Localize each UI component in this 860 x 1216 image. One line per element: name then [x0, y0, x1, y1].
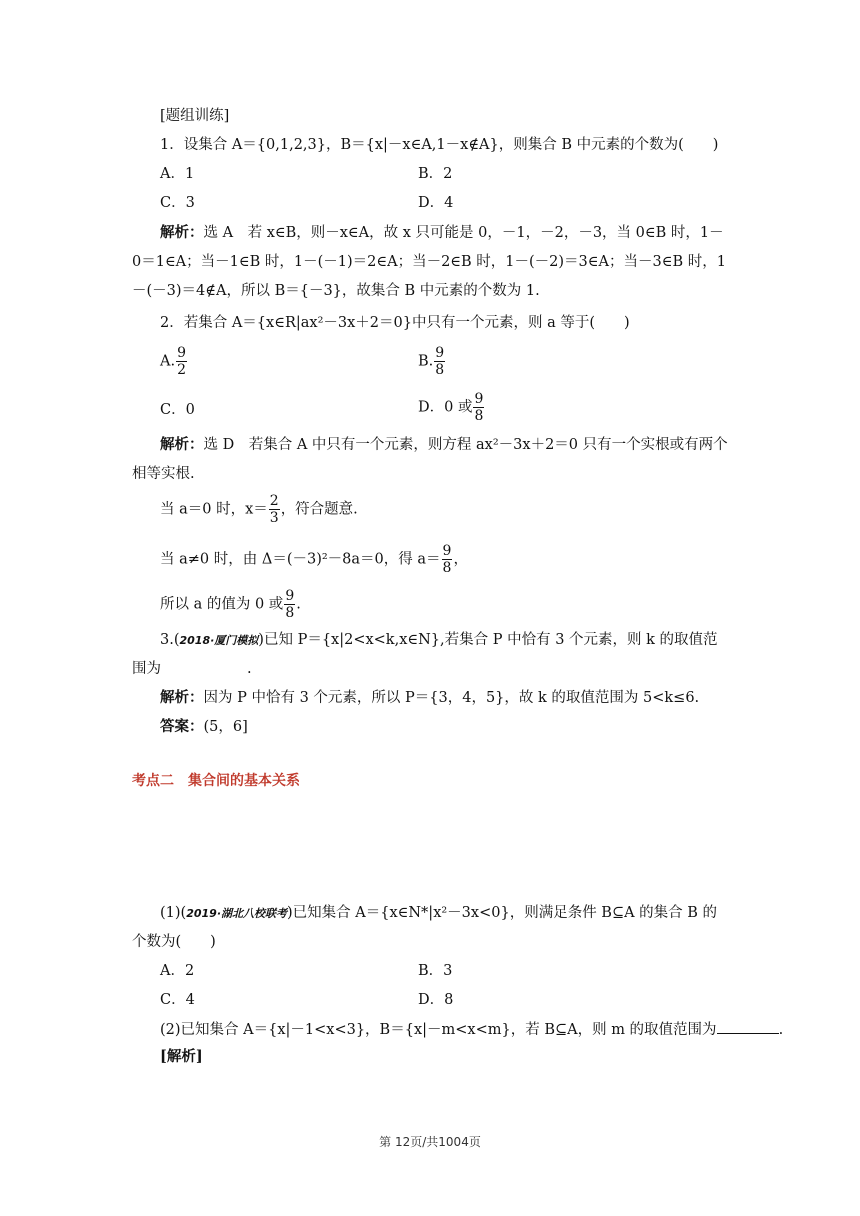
- frac-9-2: [176, 346, 187, 377]
- q3-answer-label: 答案：: [160, 718, 204, 735]
- ex1-option-d: D．8: [418, 992, 454, 1008]
- q2-conclusion-prefix: 所以 a 的值为 0 或: [160, 596, 284, 613]
- q1-analysis-line2: 0＝1∈A；当－1∈B 时，1－(－1)＝2∈A；当－2∈B 时，1－(－2)＝3∈A；当－3∈B 时，1: [132, 254, 726, 270]
- q3-analysis-text: 因为 P 中恰有 3 个元素，所以 P＝{3，4，5}，故 k 的取值范围为 5<k≤6.: [203, 690, 700, 706]
- q1-option-b: B．2: [418, 166, 453, 182]
- frac-num: 2: [269, 493, 279, 509]
- q1-analysis-line3: －(－3)＝4∉A，所以 B＝{－3}，故集合 B 中元素的个数为 1.: [132, 283, 540, 299]
- ex1-stem-line2: 个数为( ): [132, 934, 216, 950]
- q3-analysis-label: 解析：: [160, 689, 204, 706]
- q3-number: 3.(: [160, 632, 180, 648]
- q1-option-a: A．1: [160, 166, 195, 182]
- ex2-stem: [160, 1019, 783, 1040]
- q3-analysis: [160, 688, 699, 708]
- q2-case1-suffix: ，符合题意.: [280, 501, 358, 518]
- q2-option-b: [418, 346, 446, 377]
- q2-option-c: C．0: [160, 402, 195, 418]
- frac-num: 9: [435, 345, 445, 361]
- q2-conclusion: [160, 589, 301, 620]
- q3-source: 2018·厦门模拟: [179, 634, 259, 647]
- q3-stem-line2-text: 围为: [132, 661, 161, 677]
- q2-case2: [160, 544, 468, 575]
- q3-stem-line2: [132, 659, 252, 679]
- q2-option-a-prefix: A.: [160, 353, 176, 370]
- frac-den: 8: [442, 560, 452, 576]
- q2-case1-prefix: 当 a＝0 时，x＝: [160, 501, 268, 518]
- frac-num: 9: [285, 588, 295, 604]
- q1-analysis-text1: 选 A 若 x∈B，则－x∈A，故 x 只可能是 0，－1，－2，－3，当 0∈B 时，1－: [203, 225, 724, 241]
- q2-analysis-line1: [160, 435, 728, 455]
- ex2-stem-text: (2)已知集合 A＝{x|－1<x<3}，B＝{x|－m<x<m}，若 B⊆A，则 m 的取值范围为: [160, 1022, 717, 1038]
- ex1-prefix: (1)(: [160, 905, 187, 921]
- q1-analysis-label: 解析：: [160, 224, 204, 241]
- q2-option-d: [418, 392, 485, 423]
- ex1-option-c: C．4: [160, 992, 195, 1008]
- frac-num: 9: [474, 391, 484, 407]
- q2-case1: [160, 494, 358, 525]
- q2-option-a: [160, 346, 188, 377]
- q1-stem: 1．设集合 A＝{0,1,2,3}，B＝{x|－x∈A,1－x∉A}，则集合 B 中元素的个数为( ): [160, 137, 719, 153]
- frac-9-8: [442, 544, 453, 575]
- q1-option-d: D．4: [418, 195, 454, 211]
- ex2-analysis-label: [解析]: [160, 1048, 203, 1065]
- q3-stem-line1: [160, 630, 718, 651]
- q2-stem: 2．若集合 A＝{x∈R|ax²－3x＋2＝0}中只有一个元素，则 a 等于( ): [160, 315, 630, 331]
- section-title: 考点二 集合间的基本关系: [132, 773, 300, 789]
- ex2-stem-end: .: [778, 1022, 784, 1038]
- q2-case2-suffix: ，: [453, 551, 468, 568]
- ex1-option-b: B．3: [418, 963, 453, 979]
- q2-analysis-line2: 相等实根.: [132, 466, 195, 482]
- q3-answer-text: (5，6]: [203, 719, 248, 735]
- page-footer: 第 12页/共1004页: [379, 1135, 481, 1149]
- frac-9-8: [284, 589, 295, 620]
- frac-den: 3: [269, 510, 279, 526]
- q2-case2-prefix: 当 a≠0 时，由 Δ＝(－3)²－8a＝0，得 a＝: [160, 551, 441, 568]
- ex1-stem-line1: [160, 903, 717, 924]
- frac-num: 9: [442, 543, 452, 559]
- frac-den: 8: [435, 362, 445, 378]
- q2-analysis-text1: 选 D 若集合 A 中只有一个元素，则方程 ax²－3x＋2＝0 只有一个实根或有两个: [203, 437, 728, 453]
- q3-answer: [160, 717, 248, 737]
- group-title: [题组训练]: [160, 108, 230, 124]
- frac-2-3: [269, 494, 280, 525]
- frac-9-8: [434, 346, 445, 377]
- q3-stem-line2-end: .: [247, 661, 252, 677]
- ex1-option-a: A．2: [160, 963, 195, 979]
- frac-num: 9: [177, 345, 187, 361]
- q2-analysis-label: 解析：: [160, 436, 204, 453]
- q3-stem-rest: )已知 P＝{x|2<x<k,x∈N},若集合 P 中恰有 3 个元素，则 k 的取值范: [258, 632, 718, 648]
- frac-den: 8: [474, 408, 484, 424]
- ex1-source: 2019·湖北八校联考: [186, 907, 287, 920]
- frac-9-8: [473, 392, 484, 423]
- frac-den: 8: [285, 605, 295, 621]
- q2-option-d-prefix: D．0 或: [418, 399, 473, 416]
- q2-conclusion-suffix: .: [296, 596, 301, 613]
- frac-den: 2: [177, 362, 187, 378]
- q1-analysis-line1: [160, 223, 724, 243]
- ex1-stem-rest: )已知集合 A＝{x∈N*|x²－3x<0}，则满足条件 B⊆A 的集合 B 的: [287, 905, 718, 921]
- answer-blank: [717, 1019, 779, 1034]
- q1-option-c: C．3: [160, 195, 195, 211]
- q2-option-b-prefix: B.: [418, 353, 434, 370]
